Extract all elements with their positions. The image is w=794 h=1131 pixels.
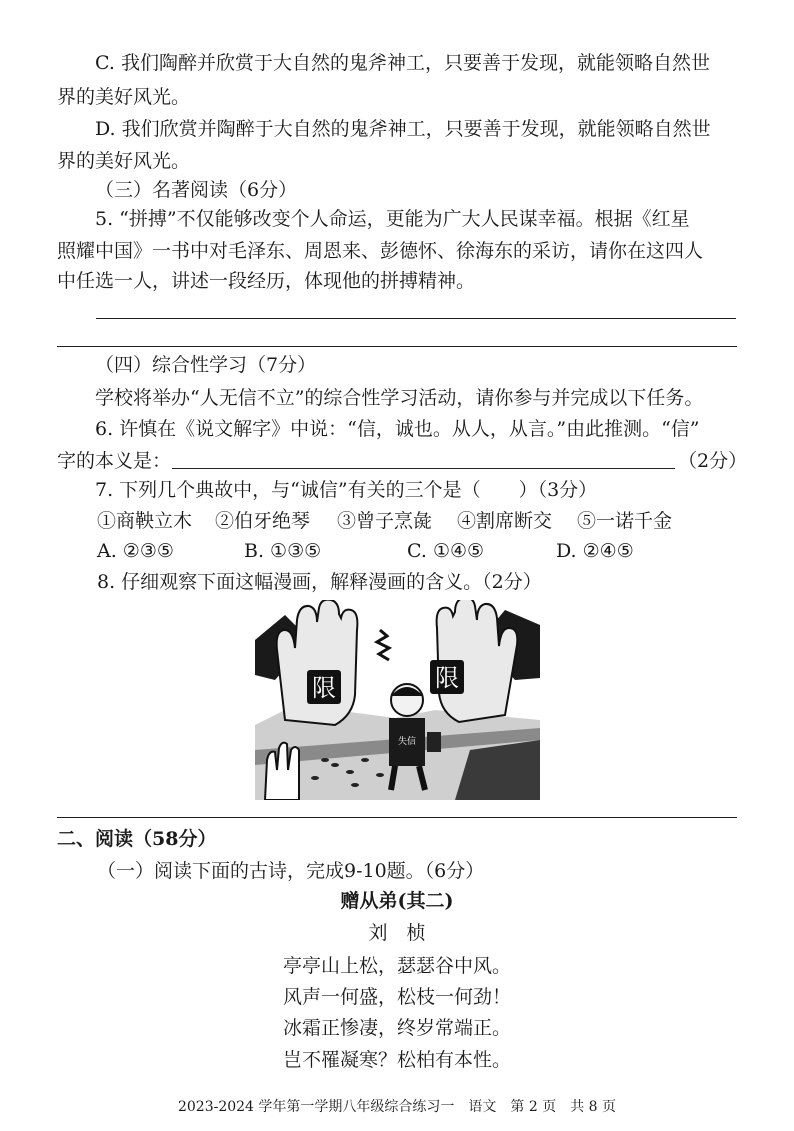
q6-points: （2分） [678,450,748,472]
option-c-line2: 界的美好风光。 [57,86,191,108]
section3-heading: （三）名著阅读（6分） [95,179,298,201]
poem-line-3: 冰霜正惨凄，终岁常端正。 [282,1017,511,1039]
poem-title: 赠从弟(其二) [340,890,454,912]
poem-line-4: 岂不罹凝寒？松柏有本性。 [282,1049,511,1071]
q7-item-5: ⑤一诺千金 [577,510,673,532]
right-palm-label: 限 [435,664,459,692]
q7-choice-b[interactable]: B. ①③⑤ [244,540,322,562]
q5-line2: 照耀中国》一书中对毛泽东、周恩来、彭德怀、徐海东的采访，请你在这四人 [57,240,704,262]
q7-item-1: ①商鞅立木 [97,510,193,532]
page-footer: 2023-2024 学年第一学期八年级综合练习一 语文 第 2 页 共 8 页 [177,1099,617,1115]
part2-sub1: （一）阅读下面的古诗，完成9-10题。（6分） [97,860,485,882]
poem-line-2: 风声一何盛，松枝一何劲！ [282,986,511,1008]
option-d-line1: D. 我们欣赏并陶醉于大自然的鬼斧神工，只要善于发现，就能领略自然世 [95,118,711,140]
q7-choice-d[interactable]: D. ②④⑤ [556,540,634,562]
q7-choice-c[interactable]: C. ①④⑤ [407,540,485,562]
q5-line3: 中任选一人，讲述一段经历，体现他的拼搏精神。 [57,270,476,292]
q5-answer-line-2[interactable] [57,346,737,347]
section4-intro: 学校将举办“人无信不立”的综合性学习活动，请你参与并完成以下任务。 [95,387,704,409]
shirt-label: 失信 [397,737,417,747]
q5-answer-line-1[interactable] [96,318,736,319]
option-c-line1: C. 我们陶醉并欣赏于大自然的鬼斧神工，只要善于发现，就能领略自然世 [95,52,710,74]
section4-heading: （四）综合性学习（7分） [95,354,317,376]
q7-item-2: ②伯牙绝琴 [215,510,311,532]
q6-line2-prefix: 字的本义是： [57,450,172,472]
q7-stem: 7. 下列几个典故中，与“诚信”有关的三个是（ ）（3分） [95,479,598,501]
poem-author: 刘 桢 [368,922,426,944]
integrity-cartoon [255,600,540,800]
option-d-line2: 界的美好风光。 [57,150,191,172]
q7-choice-a[interactable]: A. ②③⑤ [97,540,174,562]
q5-line1: 5. “拼搏”不仅能够改变个人命运，更能为广大人民谋幸福。根据《红星 [95,208,690,230]
q7-item-3: ③曾子烹彘 [337,510,433,532]
q6-line1: 6. 许慎在《说文解字》中说：“信，诚也。从人，从言。”由此推测。“信” [95,418,700,440]
part2-heading: 二、阅读（58分） [57,828,217,850]
poem-line-1: 亭亭山上松，瑟瑟谷中风。 [282,955,511,977]
q6-answer-blank[interactable] [172,468,675,469]
left-palm-label: 限 [312,674,336,702]
q8-stem: 8. 仔细观察下面这幅漫画，解释漫画的含义。（2分） [97,571,542,593]
q7-item-4: ④割席断交 [457,510,553,532]
section-divider [57,817,737,818]
